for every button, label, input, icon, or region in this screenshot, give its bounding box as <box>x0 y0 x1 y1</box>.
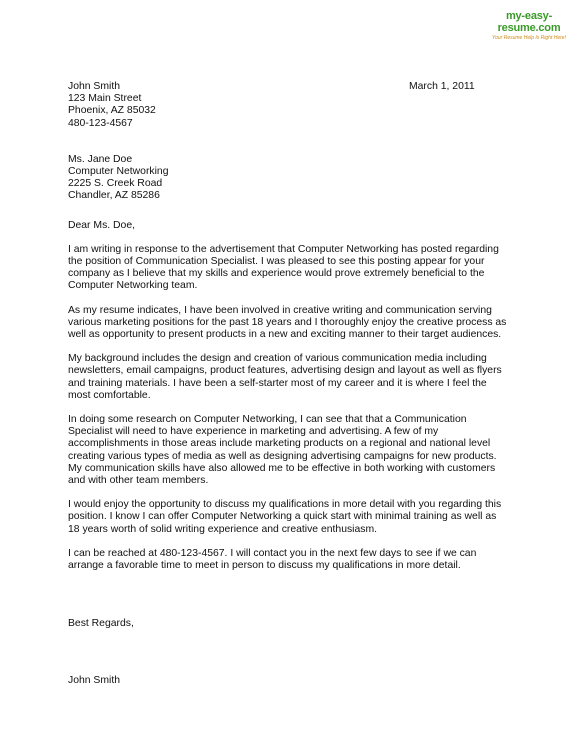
paragraph-line: As my resume indicates, I have been involved in creative writing and communication serving <box>68 304 492 316</box>
paragraph-1 <box>68 244 513 293</box>
sender-line: Phoenix, AZ 85032 <box>68 105 156 117</box>
closing: Best Regards, <box>68 618 134 630</box>
paragraph-line: In doing some research on Computer Networking, I can see that that a Communication <box>68 414 467 426</box>
paragraph-line: creating various types of media as well as designing advertising campaigns for new products. <box>68 450 497 462</box>
letter-body <box>68 81 513 687</box>
sender-address <box>68 81 513 130</box>
paragraph-line: My background includes the design and creation of various communication media including <box>68 353 487 365</box>
recipient-line: Ms. Jane Doe <box>68 153 133 165</box>
sender-line: John Smith <box>68 81 120 92</box>
paragraph-line: arrange a favorable time to meet in person to discuss my qualifications in more detail. <box>68 560 461 572</box>
greeting-text: Dear Ms. Doe, <box>68 219 135 231</box>
paragraph-line: position. I know I can offer Computer Networking a quick start with minimal training as well as <box>68 511 497 523</box>
paragraph-line: most comfortable. <box>68 389 151 401</box>
recipient-line: 2225 S. Creek Road <box>68 178 163 190</box>
paragraph-line: and training materials. I have been a self-starter most of my career and it is where I feel the <box>68 377 487 389</box>
recipient-address <box>68 154 513 203</box>
paragraph-line: company as I believe that my skills and experience would prove extremely beneficial to the <box>68 268 485 280</box>
paragraph-2 <box>68 305 513 342</box>
paragraph-line: well as opportunity to present products in a new and exciting manner to their target audiences. <box>68 329 502 341</box>
paragraph-line: newsletters, email campaigns, product features, advertising design and layout as well as flyers <box>68 365 502 377</box>
logo-tagline: Your Resume Help Is Right Here! <box>492 35 566 41</box>
paragraph-line: 18 years worth of solid writing experience and creative enthusiasm. <box>68 523 377 535</box>
site-logo <box>486 10 572 41</box>
paragraph-3 <box>68 353 513 402</box>
signature: John Smith <box>68 674 120 686</box>
paragraph-line: My communication skills have also allowed me to be effective in both working with customers <box>68 462 496 474</box>
paragraph-line: Specialist will need to have experience in marketing and advertising. A few of my <box>68 426 439 438</box>
paragraph-line: I am writing in response to the advertisement that Computer Networking has posted regarding <box>68 243 499 255</box>
paragraph-line: Computer Networking team. <box>68 280 198 292</box>
paragraph-line: and with other team members. <box>68 475 209 487</box>
paragraph-5 <box>68 499 513 536</box>
paragraph-4 <box>68 414 513 487</box>
logo-name: my-easy-resume.com <box>497 10 561 34</box>
paragraph-line: I would enjoy the opportunity to discuss my qualifications in more detail with you regarding this <box>68 499 502 511</box>
sender-line: 123 Main Street <box>68 93 142 105</box>
greeting <box>68 220 513 232</box>
paragraph-line: the position of Communication Specialist. I was pleased to see this posting appear for your <box>68 256 485 268</box>
sender-line: 480-123-4567 <box>68 117 133 129</box>
paragraph-6 <box>68 548 513 572</box>
paragraph-line: various marketing positions for the past 18 years and I thoroughly enjoy the creative process as <box>68 316 507 328</box>
letter-date: March 1, 2011 <box>409 81 475 92</box>
recipient-line: Chandler, AZ 85286 <box>68 190 160 202</box>
paragraph-line: accomplishments in those areas include marketing products on a regional and national level <box>68 438 491 450</box>
paragraph-line: I can be reached at 480-123-4567. I will contact you in the next few days to see if we can <box>68 547 477 559</box>
recipient-line: Computer Networking <box>68 166 169 178</box>
